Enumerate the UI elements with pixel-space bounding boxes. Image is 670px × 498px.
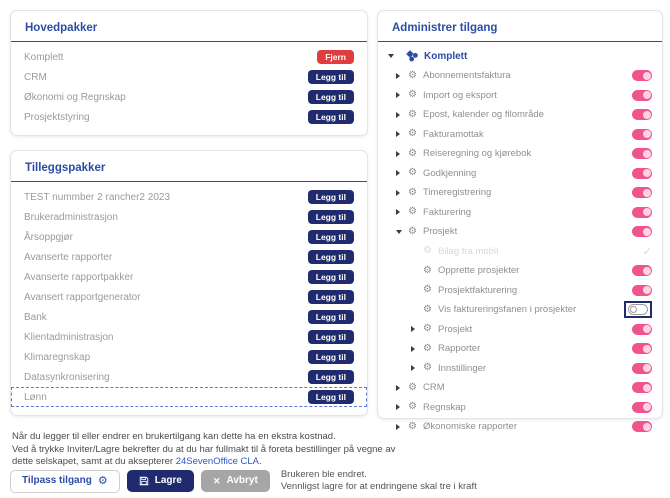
gear-icon: ⚙	[408, 420, 417, 432]
footer-disclaimer	[12, 431, 462, 469]
caret-right-icon[interactable]	[396, 190, 408, 196]
toggle-knob	[643, 208, 651, 216]
toggle-knob	[643, 150, 651, 158]
toggle-knob	[643, 286, 651, 294]
toggle-knob	[643, 345, 651, 353]
caret-right-icon[interactable]	[396, 385, 408, 391]
package-row	[11, 207, 367, 227]
add-button[interactable]: Legg til	[308, 330, 354, 345]
manage-access-title: Administrer tilgang	[392, 22, 498, 34]
tree-row	[384, 125, 652, 145]
package-row	[11, 107, 367, 127]
toggle-knob	[643, 111, 651, 119]
customize-access-label: Tilpass tilgang	[22, 475, 92, 486]
package-row	[11, 87, 367, 107]
manage-access-panel	[377, 10, 663, 433]
toggle-knob	[643, 364, 651, 372]
tree-node-label: Innstillinger	[438, 362, 487, 374]
cancel-label: Avbryt	[226, 475, 258, 486]
caret-down-icon[interactable]	[396, 230, 408, 234]
package-label: Avansert rapportgenerator	[24, 291, 141, 303]
disclaimer-line-3	[12, 456, 462, 469]
cancel-button[interactable]	[201, 470, 270, 492]
access-toggle-on[interactable]	[632, 129, 652, 140]
tree-node-label: Abonnementsfaktura	[423, 70, 511, 82]
tree-node-label: Import og eksport	[423, 89, 497, 101]
caret-right-icon[interactable]	[396, 151, 408, 157]
tree-node-label: Prosjektfakturering	[438, 284, 518, 296]
gear-icon: ⚙	[408, 206, 417, 218]
tree-node-label: Timeregistrering	[423, 187, 492, 199]
gear-icon: ⚙	[423, 362, 432, 374]
package-row	[11, 47, 367, 67]
access-toggle-on[interactable]	[632, 187, 652, 198]
tree-node-label: Godkjenning	[423, 167, 477, 179]
add-button[interactable]: Legg til	[308, 230, 354, 245]
package-row	[11, 227, 367, 247]
toggle-knob	[643, 325, 651, 333]
toggle-knob	[643, 130, 651, 138]
tree-row	[384, 359, 652, 379]
package-row	[11, 67, 367, 87]
gear-icon: ⚙	[408, 128, 417, 140]
tree-row	[384, 261, 652, 281]
caret-right-icon[interactable]	[411, 326, 423, 332]
tree-node-label: CRM	[423, 382, 445, 394]
tree-node-label: Prosjekt	[438, 323, 473, 335]
access-toggle-on[interactable]	[632, 363, 652, 374]
toggle-focus-ring	[624, 301, 652, 318]
toggle-knob	[643, 189, 651, 197]
gear-icon: ⚙	[408, 186, 417, 198]
add-button[interactable]: Legg til	[308, 70, 354, 85]
disclaimer-period: .	[258, 456, 262, 467]
package-label: Bank	[24, 311, 47, 323]
gear-icon: ⚙	[423, 303, 432, 315]
caret-right-icon[interactable]	[396, 73, 408, 79]
tree-row	[384, 164, 652, 184]
tree-row	[384, 339, 652, 359]
package-row	[11, 307, 367, 327]
package-label: CRM	[24, 71, 47, 83]
package-label: Avanserte rapportpakker	[24, 271, 134, 283]
addon-packages-panel	[10, 150, 368, 416]
toggle-knob	[643, 72, 651, 80]
add-button[interactable]: Legg til	[308, 310, 354, 325]
access-toggle-on[interactable]	[632, 109, 652, 120]
toggle-knob	[643, 228, 651, 236]
tree-row	[384, 105, 652, 125]
save-button[interactable]	[127, 470, 194, 492]
gear-icon: ⚙	[97, 474, 108, 487]
gear-icon: ⚙	[408, 401, 417, 413]
package-label: Lønn	[24, 391, 47, 403]
package-label: Brukeradministrasjon	[24, 211, 118, 223]
package-row	[11, 347, 367, 367]
gear-icon: ⚙	[408, 225, 417, 237]
add-button[interactable]: Legg til	[308, 190, 354, 205]
tree-root-label: Komplett	[424, 50, 468, 62]
access-toggle-on[interactable]	[632, 343, 652, 354]
tree-row	[384, 183, 652, 203]
disclaimer-line-3-text: dette selskapet, samt at du aksepterer	[12, 456, 176, 467]
tree-row	[384, 300, 652, 320]
cla-link[interactable]: 24SevenOffice CLA	[175, 456, 259, 467]
add-button[interactable]: Legg til	[308, 290, 354, 305]
add-button[interactable]: Legg til	[308, 90, 354, 105]
tree-node-label: Fakturering	[423, 206, 472, 218]
access-toggle-on[interactable]	[632, 168, 652, 179]
package-row	[11, 187, 367, 207]
access-toggle-on[interactable]	[632, 265, 652, 276]
package-row	[11, 247, 367, 267]
tree-node-label: Epost, kalender og filområde	[423, 109, 544, 121]
package-label: Komplett	[24, 51, 64, 63]
package-label: Datasynkronisering	[24, 371, 110, 383]
package-cluster-icon	[406, 50, 419, 62]
access-toggle-on[interactable]	[632, 324, 652, 335]
gear-icon: ⚙	[423, 342, 432, 354]
caret-down-icon[interactable]	[388, 54, 400, 58]
disclaimer-line-1: Når du legger til eller endrer en brukertilgang kan dette ha en ekstra kostnad.	[12, 431, 336, 442]
package-label: Prosjektstyring	[24, 111, 90, 123]
package-row	[11, 287, 367, 307]
access-tree	[378, 42, 662, 445]
gear-icon: ⚙	[423, 245, 432, 257]
package-label: Klimaregnskap	[24, 351, 91, 363]
caret-right-icon[interactable]	[396, 424, 408, 430]
caret-right-icon[interactable]	[411, 365, 423, 371]
package-row	[11, 387, 367, 407]
access-toggle-on[interactable]	[632, 70, 652, 81]
toggle-knob	[643, 423, 651, 431]
package-label: TEST nummber 2 rancher2 2023	[24, 191, 171, 203]
main-packages-list	[11, 42, 367, 135]
tree-row	[384, 378, 652, 398]
access-toggle-on[interactable]	[632, 421, 652, 432]
status-line-2: Vennligst lagre for at endringene skal tre i kraft	[280, 481, 477, 492]
tree-node-label: Vis faktureringsfanen i prosjekter	[438, 304, 577, 316]
access-toggle-on[interactable]	[632, 382, 652, 393]
toggle-knob	[643, 384, 651, 392]
add-button[interactable]: Legg til	[308, 390, 354, 405]
tree-row	[384, 203, 652, 223]
package-label: Økonomi og Regnskap	[24, 91, 126, 103]
caret-right-icon[interactable]	[396, 112, 408, 118]
gear-icon: ⚙	[408, 381, 417, 393]
addon-packages-title: Tilleggspakker	[25, 162, 106, 174]
caret-right-icon[interactable]	[396, 92, 408, 98]
tree-node-label: Fakturamottak	[423, 128, 484, 140]
tree-node-label: Prosjekt	[423, 226, 458, 238]
access-toggle-on[interactable]	[632, 402, 652, 413]
gear-icon: ⚙	[408, 89, 417, 101]
tree-row	[384, 398, 652, 418]
caret-right-icon[interactable]	[411, 346, 423, 352]
caret-right-icon[interactable]	[396, 131, 408, 137]
tree-node-label: Økonomiske rapporter	[423, 421, 517, 433]
package-label: Klientadministrasjon	[24, 331, 114, 343]
tree-row	[384, 242, 652, 262]
access-toggle-on[interactable]	[632, 148, 652, 159]
save-label: Lagre	[154, 475, 182, 486]
gear-icon: ⚙	[423, 264, 432, 276]
tree-root-row[interactable]	[384, 46, 652, 66]
toggle-knob	[643, 91, 651, 99]
access-toggle-on[interactable]	[632, 207, 652, 218]
package-label: Avanserte rapporter	[24, 251, 113, 263]
customize-access-button[interactable]	[10, 470, 120, 493]
tree-row	[384, 222, 652, 242]
tree-node-label: Rapporter	[438, 343, 481, 355]
gear-icon: ⚙	[408, 147, 417, 159]
access-toggle-on[interactable]	[632, 90, 652, 101]
toggle-knob	[643, 267, 651, 275]
package-row	[11, 267, 367, 287]
gear-icon: ⚙	[408, 69, 417, 81]
add-button[interactable]: Legg til	[308, 210, 354, 225]
status-message	[281, 469, 477, 493]
save-floppy-icon	[139, 476, 149, 486]
disclaimer-line-2: Ved å trykke Inviter/Lagre bekrefter du at du har fullmakt til å foreta bestillinger på vegne av	[12, 443, 396, 455]
tree-node-label: Opprette prosjekter	[438, 265, 520, 277]
toggle-knob	[630, 306, 637, 313]
check-icon: ✓	[642, 245, 652, 258]
package-row	[11, 367, 367, 387]
tree-node-label: Reiseregning og kjørebok	[423, 148, 532, 160]
action-bar	[10, 469, 477, 493]
main-packages-panel	[10, 10, 368, 136]
package-row	[11, 327, 367, 347]
status-line-1: Brukeren ble endret.	[280, 469, 367, 480]
gear-icon: ⚙	[423, 284, 432, 296]
add-button[interactable]: Legg til	[308, 250, 354, 265]
gear-icon: ⚙	[408, 167, 417, 179]
tree-row	[384, 86, 652, 106]
caret-right-icon[interactable]	[396, 404, 408, 410]
gear-icon: ⚙	[408, 108, 417, 120]
package-label: Årsoppgjør	[24, 231, 73, 243]
tree-node-label: Bilag fra mobil	[438, 245, 499, 257]
toggle-knob	[643, 169, 651, 177]
tree-row	[384, 320, 652, 340]
access-toggle-on[interactable]	[632, 285, 652, 296]
caret-right-icon[interactable]	[396, 209, 408, 215]
add-button[interactable]: Legg til	[308, 110, 354, 125]
tree-row	[384, 281, 652, 301]
close-icon: ✕	[212, 475, 221, 486]
addon-packages-list	[11, 182, 367, 415]
add-button[interactable]: Legg til	[308, 350, 354, 365]
access-toggle-off[interactable]	[628, 304, 648, 315]
add-button[interactable]: Legg til	[308, 370, 354, 385]
gear-icon: ⚙	[423, 323, 432, 335]
tree-row	[384, 144, 652, 164]
main-packages-title: Hovedpakker	[25, 22, 98, 34]
toggle-knob	[643, 403, 651, 411]
add-button[interactable]: Legg til	[308, 270, 354, 285]
tree-node-label: Regnskap	[423, 401, 466, 413]
tree-row	[384, 66, 652, 86]
remove-button[interactable]: Fjern	[317, 50, 354, 65]
access-toggle-on[interactable]	[632, 226, 652, 237]
caret-right-icon[interactable]	[396, 170, 408, 176]
